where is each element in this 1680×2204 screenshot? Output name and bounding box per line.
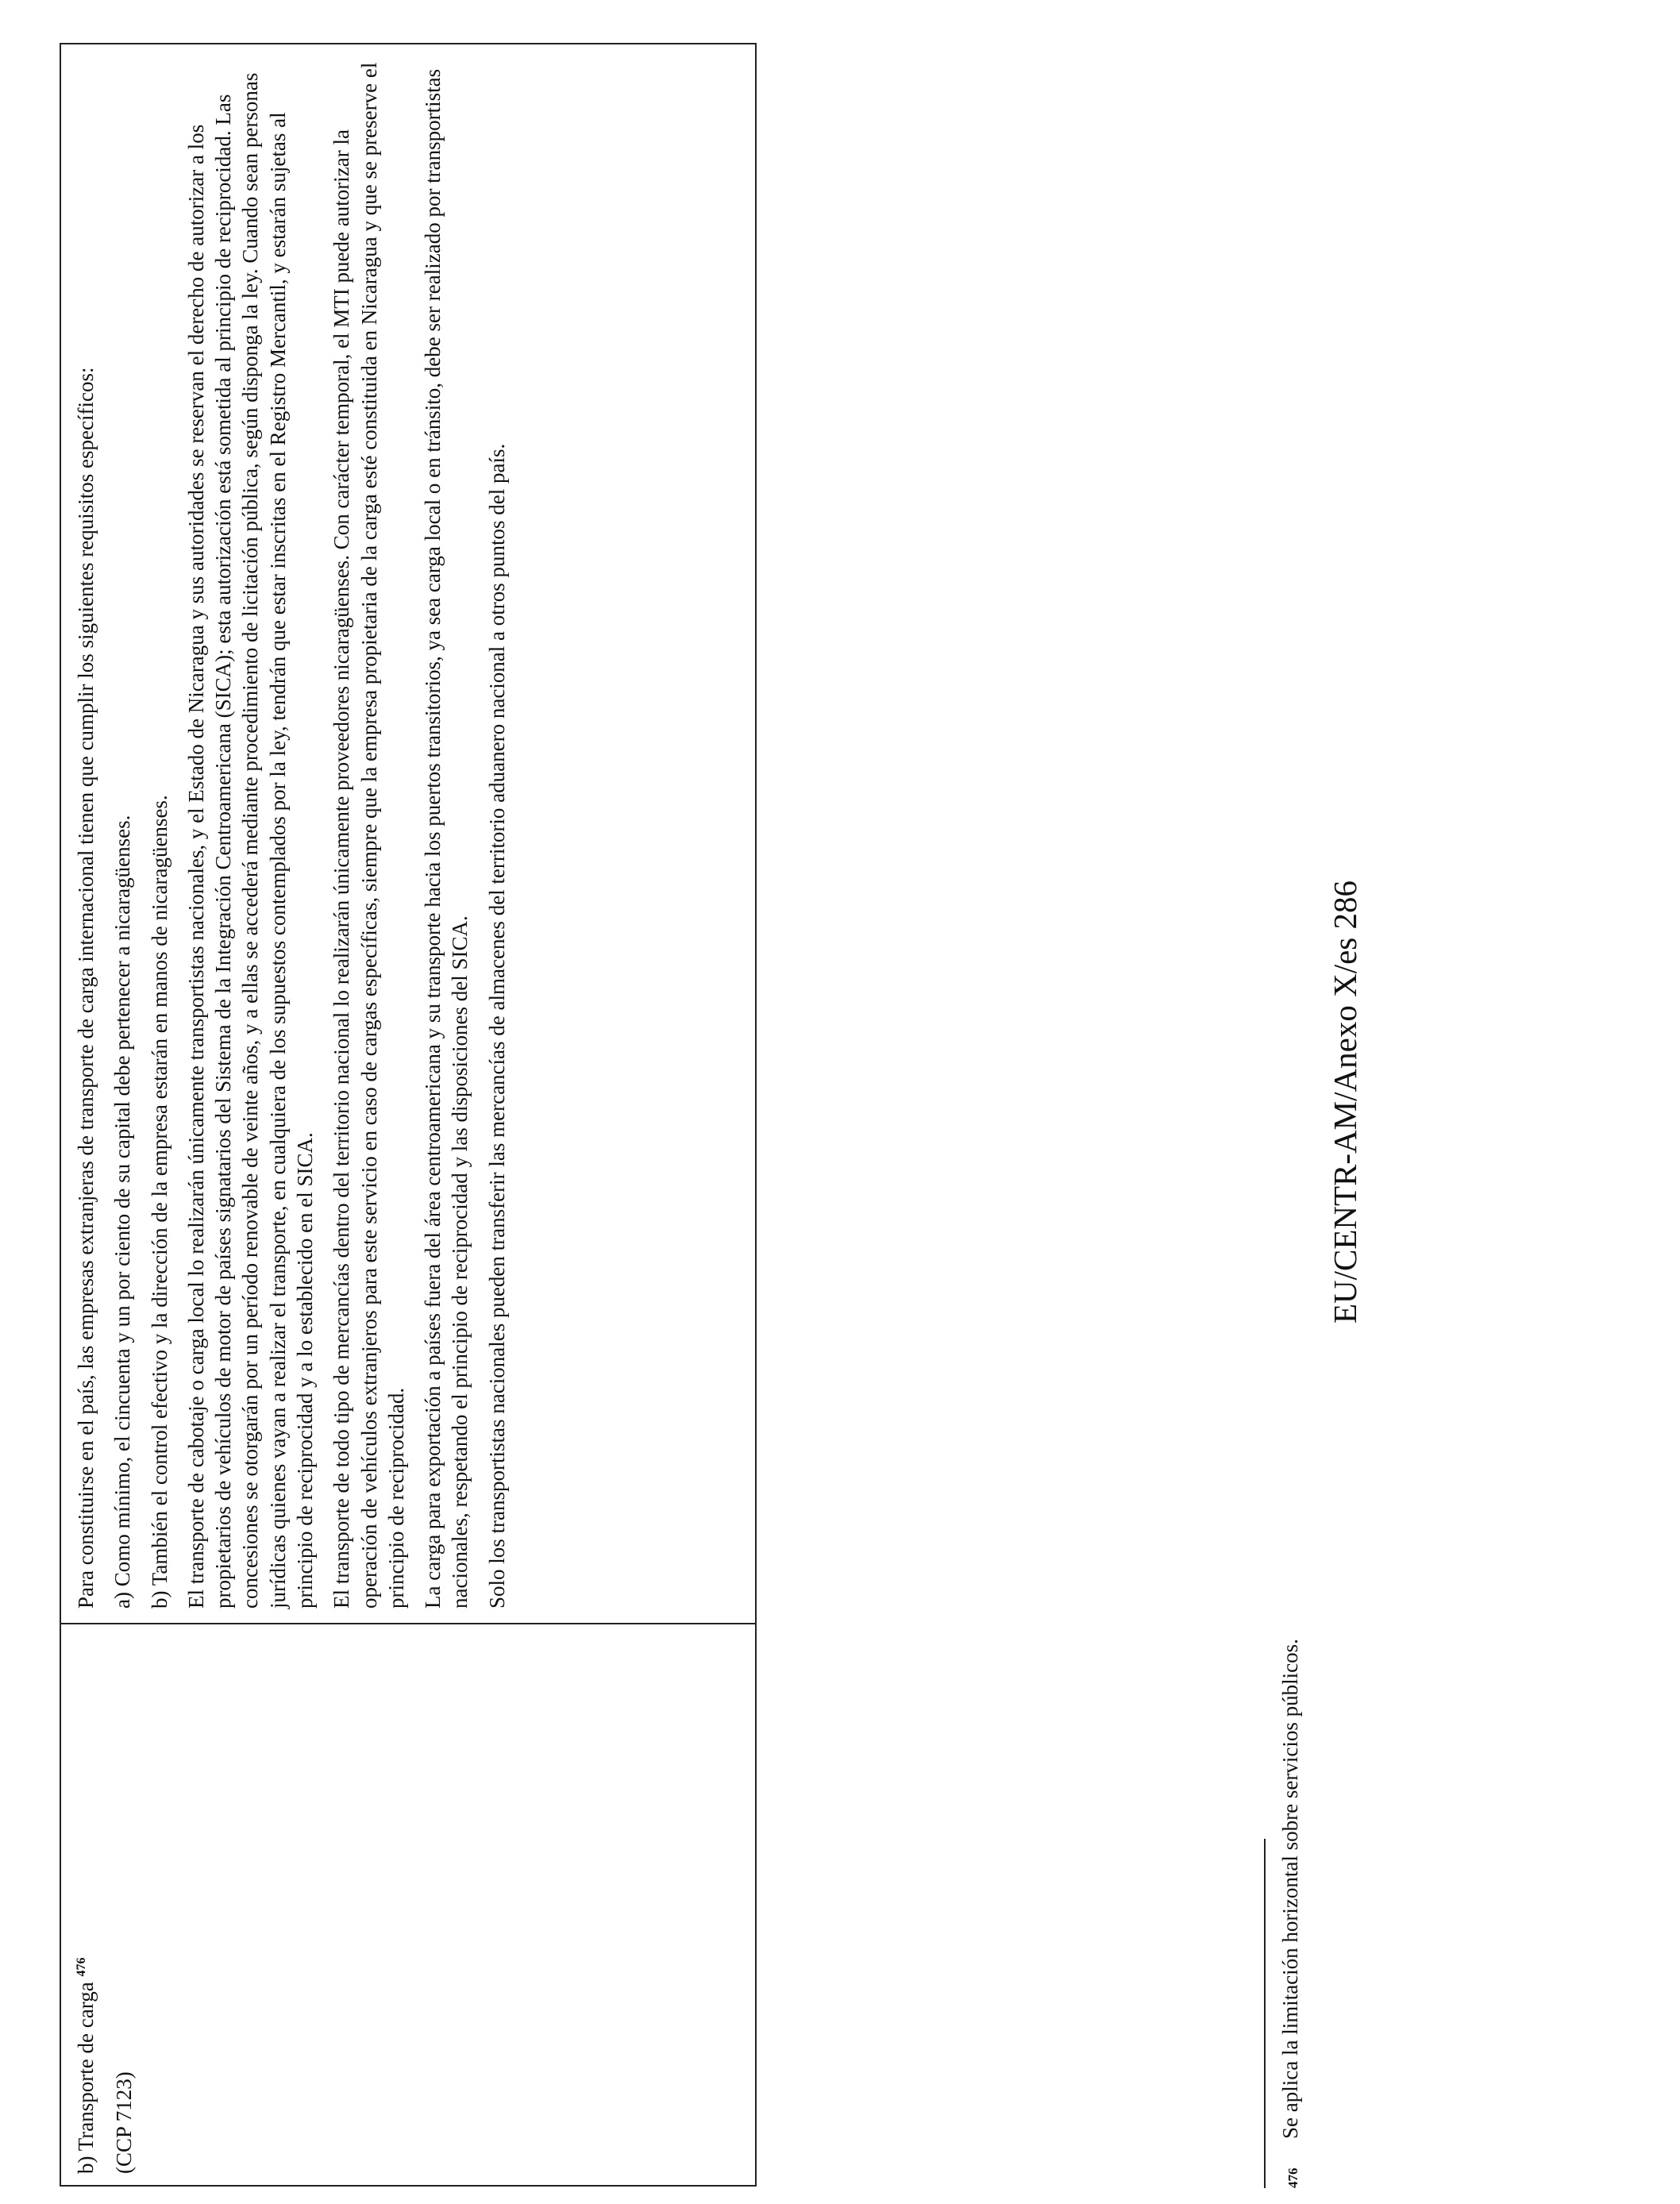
sector-title-line (72, 1636, 101, 2174)
paragraph: b) También el control efectivo y la dirección de la empresa estarán en manos de nicaragüenses. (147, 795, 171, 1609)
paragraph: El transporte de todo tipo de mercancías dentro del territorio nacional lo realizarán únicamente proveedores nicaragüenses. Con carácter temporal, el MTI puede autorizar la operación de vehículos extranjeros para este servicio en caso de cargas específicas, siempre que la empresa propietaria de la carga esté constituida en Nicaragua y que se preserve el principio de reciprocidad. (329, 62, 408, 1609)
paragraph: Para constituirse en el país, las empresas extranjeras de transporte de carga internacional tienen que cumplir los siguientes requisitos específicos: (74, 367, 98, 1609)
footnote-text: Se aplica la limitación horizontal sobre servicios públicos. (1278, 1639, 1302, 2139)
reservation-column (61, 44, 755, 1623)
paragraph: El transporte de cabotaje o carga local lo realizarán únicamente transportistas nacionales, y el Estado de Nicaragua y sus autoridades se reservan el derecho de autorizar a los propietarios de vehículos de motor de países signatarios del Sistema de la Integración Centroamericana (SICA); esta autorización está sometida al principio de reciprocidad. Las concesiones se otorgarán por un período renovable de veinte años, y a ellas se accederá mediante procedimiento de licitación pública, según disponga la ley. Cuando sean personas jurídicas quienes vayan a realizar el transporte, en cualquiera de los supuestos contemplados por la ley, tendrán que estar inscritas en el Registro Mercantil, y estarán sujetas al principio de reciprocidad y a lo establecido en el SICA. (183, 72, 317, 1609)
document-reference: EU/CENTR-AM/Anexo X/es 286 (1327, 880, 1363, 1324)
footnote-number: 476 (1285, 2167, 1300, 2188)
footnote-separator (1264, 1839, 1266, 2188)
paragraph: Solo los transportistas nacionales pueden transferir las mercancías de almacenes del territorio aduanero nacional a otros puntos del país. (484, 443, 509, 1609)
sector-column (61, 1623, 755, 2185)
paragraph: La carga para exportación a países fuera del área centroamericana y su transporte hacia los puertos transitorios, ya sea carga local o en tránsito, debe ser realizado por transportistas nacionales, respetando el principio de reciprocidad y las disposiciones del SICA. (421, 68, 472, 1609)
sector-code: (CCP 7123) (111, 2071, 136, 2174)
services-table (60, 43, 757, 2187)
footnote-reference: 476 (75, 1957, 88, 1977)
footnote (1278, 1639, 1303, 2188)
paragraph: a) Como mínimo, el cincuenta y un por ciento de su capital debe pertenecer a nicaragüenses. (110, 815, 135, 1609)
sector-title: b) Transporte de carga (74, 1982, 98, 2174)
